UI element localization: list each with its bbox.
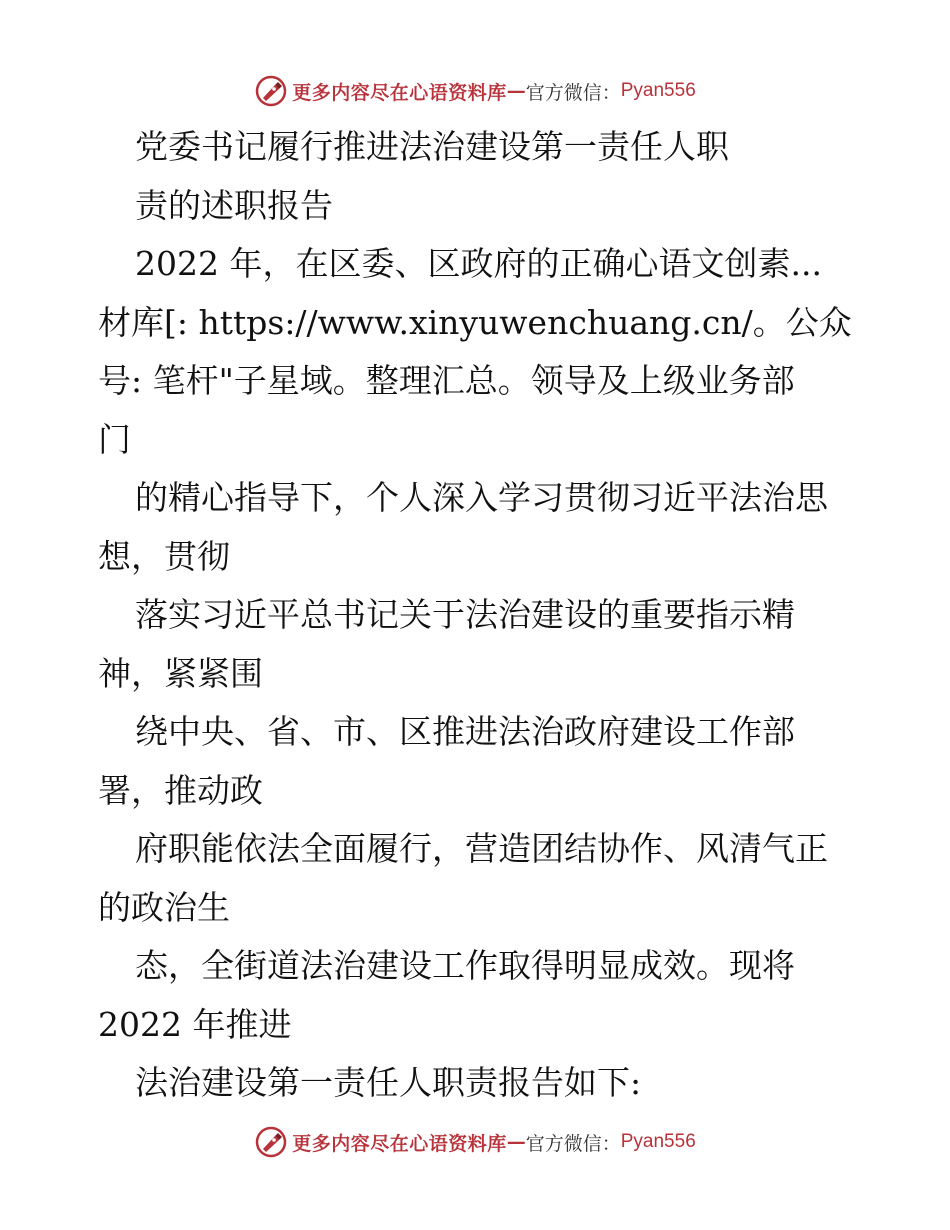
paragraph-line: 想，贯彻: [98, 536, 230, 576]
banner-main-text: 更多内容尽在心语资料库: [292, 81, 507, 104]
paragraph-line: 落实习近平总书记关于法治建设的重要指示精: [135, 595, 795, 634]
banner-wechat-id: Pyan556: [620, 80, 696, 101]
title-line: 党委书记履行推进法治建设第一责任人职: [135, 127, 729, 166]
paragraph-line: 法治建设第一责任人职责报告如下:: [135, 1063, 642, 1102]
header-watermark-banner: [0, 74, 950, 108]
banner-wechat-id: Pyan556: [620, 1131, 696, 1152]
paragraph-line: 2022 年推进: [98, 1004, 292, 1044]
paragraph-line: 署，推动政: [98, 770, 263, 810]
footer-watermark-banner: [0, 1125, 950, 1159]
paragraph-line: 态，全街道法治建设工作取得明显成效。现将: [135, 946, 795, 985]
paragraph-line: 的政治生: [98, 887, 230, 927]
banner-wechat-label: 官方微信：: [525, 81, 621, 104]
paragraph-line: 府职能依法全面履行，营造团结协作、风清气正: [135, 829, 828, 868]
banner-main-text: 更多内容尽在心语资料库: [292, 1132, 507, 1155]
fountain-pen-nib-logo-icon: [254, 74, 288, 108]
paragraph-line: 的精心指导下，个人深入学习贯彻习近平法治思: [135, 478, 828, 517]
paragraph-line: 2022 年，在区委、区政府的正确心语文创素...: [135, 244, 822, 283]
paragraph-line: 门: [98, 419, 131, 459]
banner-wechat-label: 官方微信：: [525, 1132, 621, 1155]
paragraph-line: 材库[: https://www.xinyuwenchuang.cn/。公众: [98, 302, 852, 342]
title-line: 责的述职报告: [135, 185, 333, 225]
banner-separator: —: [506, 80, 526, 102]
paragraph-line: 绕中央、省、市、区推进法治政府建设工作部: [135, 712, 795, 751]
fountain-pen-nib-logo-icon: [254, 1125, 288, 1159]
paragraph-line: 号: 笔杆"子星域。整理汇总。领导及上级业务部: [98, 361, 795, 400]
paragraph-line: 神，紧紧围: [98, 653, 263, 693]
banner-separator: —: [506, 1131, 526, 1153]
document-body: [98, 118, 858, 1113]
